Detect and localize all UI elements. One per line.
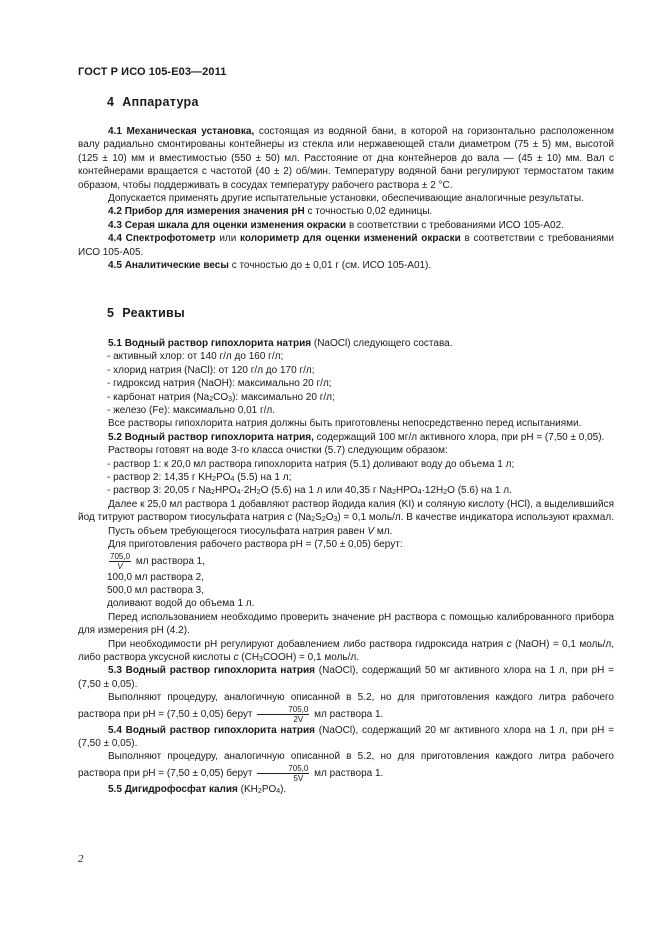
fraction: $\frac{705,0}{5V}$ bbox=[257, 764, 309, 783]
formula-line: доливают водой до объема 1 л. bbox=[107, 598, 255, 610]
paragraph-5-2-work: Для приготовления рабочего раствора pH = (7,50 ± 0,05) берут: bbox=[108, 539, 403, 551]
paragraph-5-2-prep: Растворы готовят на воде 3-го класса очистки (5.7) следующим образом: bbox=[108, 445, 448, 457]
section-4-body bbox=[78, 125, 614, 272]
paragraph-5-1-all: Все растворы гипохлорита натрия должны быть приготовлены непосредственно перед испытаниями. bbox=[108, 418, 582, 430]
formula-line: 500,0 мл раствора 3, bbox=[107, 584, 204, 596]
paragraph-4-5: 4.5 Аналитические весы с точностью до ± 0,01 г (см. ИСО 105-А01). bbox=[108, 260, 432, 272]
paragraph-5-5: 5.5 Дигидрофосфат калия $(KH_2PO_4)$. bbox=[108, 783, 287, 795]
list-item: - раствор 3: 20,05 г $Na_2HPO_4\cdot 2H_2O$ (5.6) на 1 л или 40,35 г $Na_2HPO_4\cdot 12H_2O$ (5.6) на 1 л. bbox=[107, 485, 512, 497]
paragraph-4-3: 4.3 Серая шкала для оценки изменения окраски в соответствии с требованиями ИСО 105-А02. bbox=[108, 219, 564, 231]
list-item: - активный хлор: от 140 г/л до 160 г/л; bbox=[107, 351, 284, 363]
list-item: - раствор 2: 14,35 г $KH_2PO_4$ (5.5) на 1 л; bbox=[107, 472, 292, 484]
fraction: $\frac{705,0}{2V}$ bbox=[257, 705, 309, 724]
paragraph-4-4: 4.4 Спектрофотометр или колориметр для оценки изменений окраски в соответствии с требованиями ИСО 105-А05. bbox=[78, 233, 615, 258]
formula-line: 100,0 мл раствора 2, bbox=[107, 571, 204, 583]
list-item: - железо (Fe): максимально 0,01 г/л. bbox=[107, 405, 276, 417]
section-number: 5 bbox=[107, 306, 115, 320]
section-title: Аппаратура bbox=[122, 95, 199, 109]
section-5-heading bbox=[107, 306, 185, 320]
clause-text: состоящая из водяной бани, в которой на горизонтально расположенном валу радиально смонтированы контейнеры из стекла или нержавеющей стали диаметром (75 ± 5) мм, высотой (125 ± 10) мм и вместимостью (550 ± 50) мл. Расстояние от дна контейнеров до вала — (45 ± 10) мм. Вал с контейнерами вращается с частотой (40 ± 2) об/мин. Температуру водяной бани регулируют термостатом таким образом, чтобы поддерживать в сосудах температуру рабочего раствора ± 2 °С. bbox=[78, 126, 615, 191]
paragraph-4-2: 4.2 Прибор для измерения значения pH с точностью 0,02 единицы. bbox=[108, 206, 433, 218]
paragraph-4-1-note: Допускается применять другие испытательные установки, обеспечивающие аналогичные результаты. bbox=[108, 193, 584, 205]
list-item: - карбонат натрия $(Na_2CO_3)$: максимально 20 г/л; bbox=[107, 391, 335, 403]
paragraph-5-4-proc: Выполняют процедуру, аналогичную описанной в 5.2, но для приготовления каждого литра рабочего раствора при pH = (7,50 ± 0,05) берут $\frac{705,0}{5V}$ мл раствора 1. bbox=[78, 751, 614, 783]
paragraph-4-1 bbox=[78, 125, 614, 192]
formula-line: $\frac{705,0}{V}$ мл раствора 1, bbox=[110, 551, 206, 571]
clause-number: 4.1 bbox=[108, 126, 122, 137]
paragraph-5-2-volume: Пусть объем требующегося тиосульфата натрия равен V мл. bbox=[108, 525, 393, 537]
paragraph-5-2-titration: Далее к 25,0 мл раствора 1 добавляют раствор йодида калия (KI) и соляную кислоту (HCl), а выделившийся йод титруют раствором тиосульфата натрия c $(Na_2S_2O_3) = 0,1$ моль/л. В качестве индикатора используют крахмал. bbox=[78, 498, 614, 524]
fraction: $\frac{705,0}{V}$ bbox=[110, 551, 131, 571]
list-item: - гидроксид натрия (NaOH): максимально 20 г/л; bbox=[107, 378, 332, 390]
page-number: 2 bbox=[78, 853, 84, 865]
clause-term: Механическая установка, bbox=[126, 126, 255, 137]
paragraph-5-1: 5.1 Водный раствор гипохлорита натрия (NaOCl) следующего состава. bbox=[108, 338, 453, 349]
section-number: 4 bbox=[107, 95, 115, 109]
list-item: - раствор 1: к 20,0 мл раствора гипохлорита натрия (5.1) доливают воду до объема 1 л; bbox=[107, 458, 515, 470]
document-header: ГОСТ Р ИСО 105-Е03—2011 bbox=[78, 66, 227, 78]
paragraph-5-4: 5.4 Водный раствор гипохлорита натрия (NaOCl), содержащий 20 мг активного хлора на 1 л, при pH = (7,50 ± 0,05). bbox=[78, 724, 614, 749]
paragraph-5-2-check: Перед использованием необходимо проверить значение pH раствора с помощью калиброванного прибора для измерения pH (4.2). bbox=[78, 611, 614, 637]
paragraph-5-3-proc: Выполняют процедуру, аналогичную описанной в 5.2, но для приготовления каждого литра рабочего раствора при pH = (7,50 ± 0,05) берут $\frac{705,0}{2V}$ мл раствора 1. bbox=[78, 692, 614, 724]
paragraph-5-3: 5.3 Водный раствор гипохлорита натрия (NaOCl), содержащий 50 мг активного хлора на 1 л, при pH = (7,50 ± 0,05). bbox=[78, 665, 614, 690]
section-title: Реактивы bbox=[122, 306, 186, 320]
paragraph-5-2-adjust: При необходимости pH регулируют добавлением либо раствора гидроксида натрия c (NaOH) = 0,1 моль/л, либо раствора уксусной кислоты c $(CH_3COOH) = 0,1$ моль/л. bbox=[78, 638, 614, 663]
list-item: - хлорид натрия (NaCl): от 120 г/л до 170 г/л; bbox=[107, 364, 315, 376]
paragraph-5-2: 5.2 Водный раствор гипохлорита натрия, содержащий 100 мг/л активного хлора, при pH = (7,50 ± 0,05). bbox=[108, 431, 605, 443]
section-4-heading bbox=[107, 95, 199, 109]
section-5-body bbox=[78, 337, 614, 796]
